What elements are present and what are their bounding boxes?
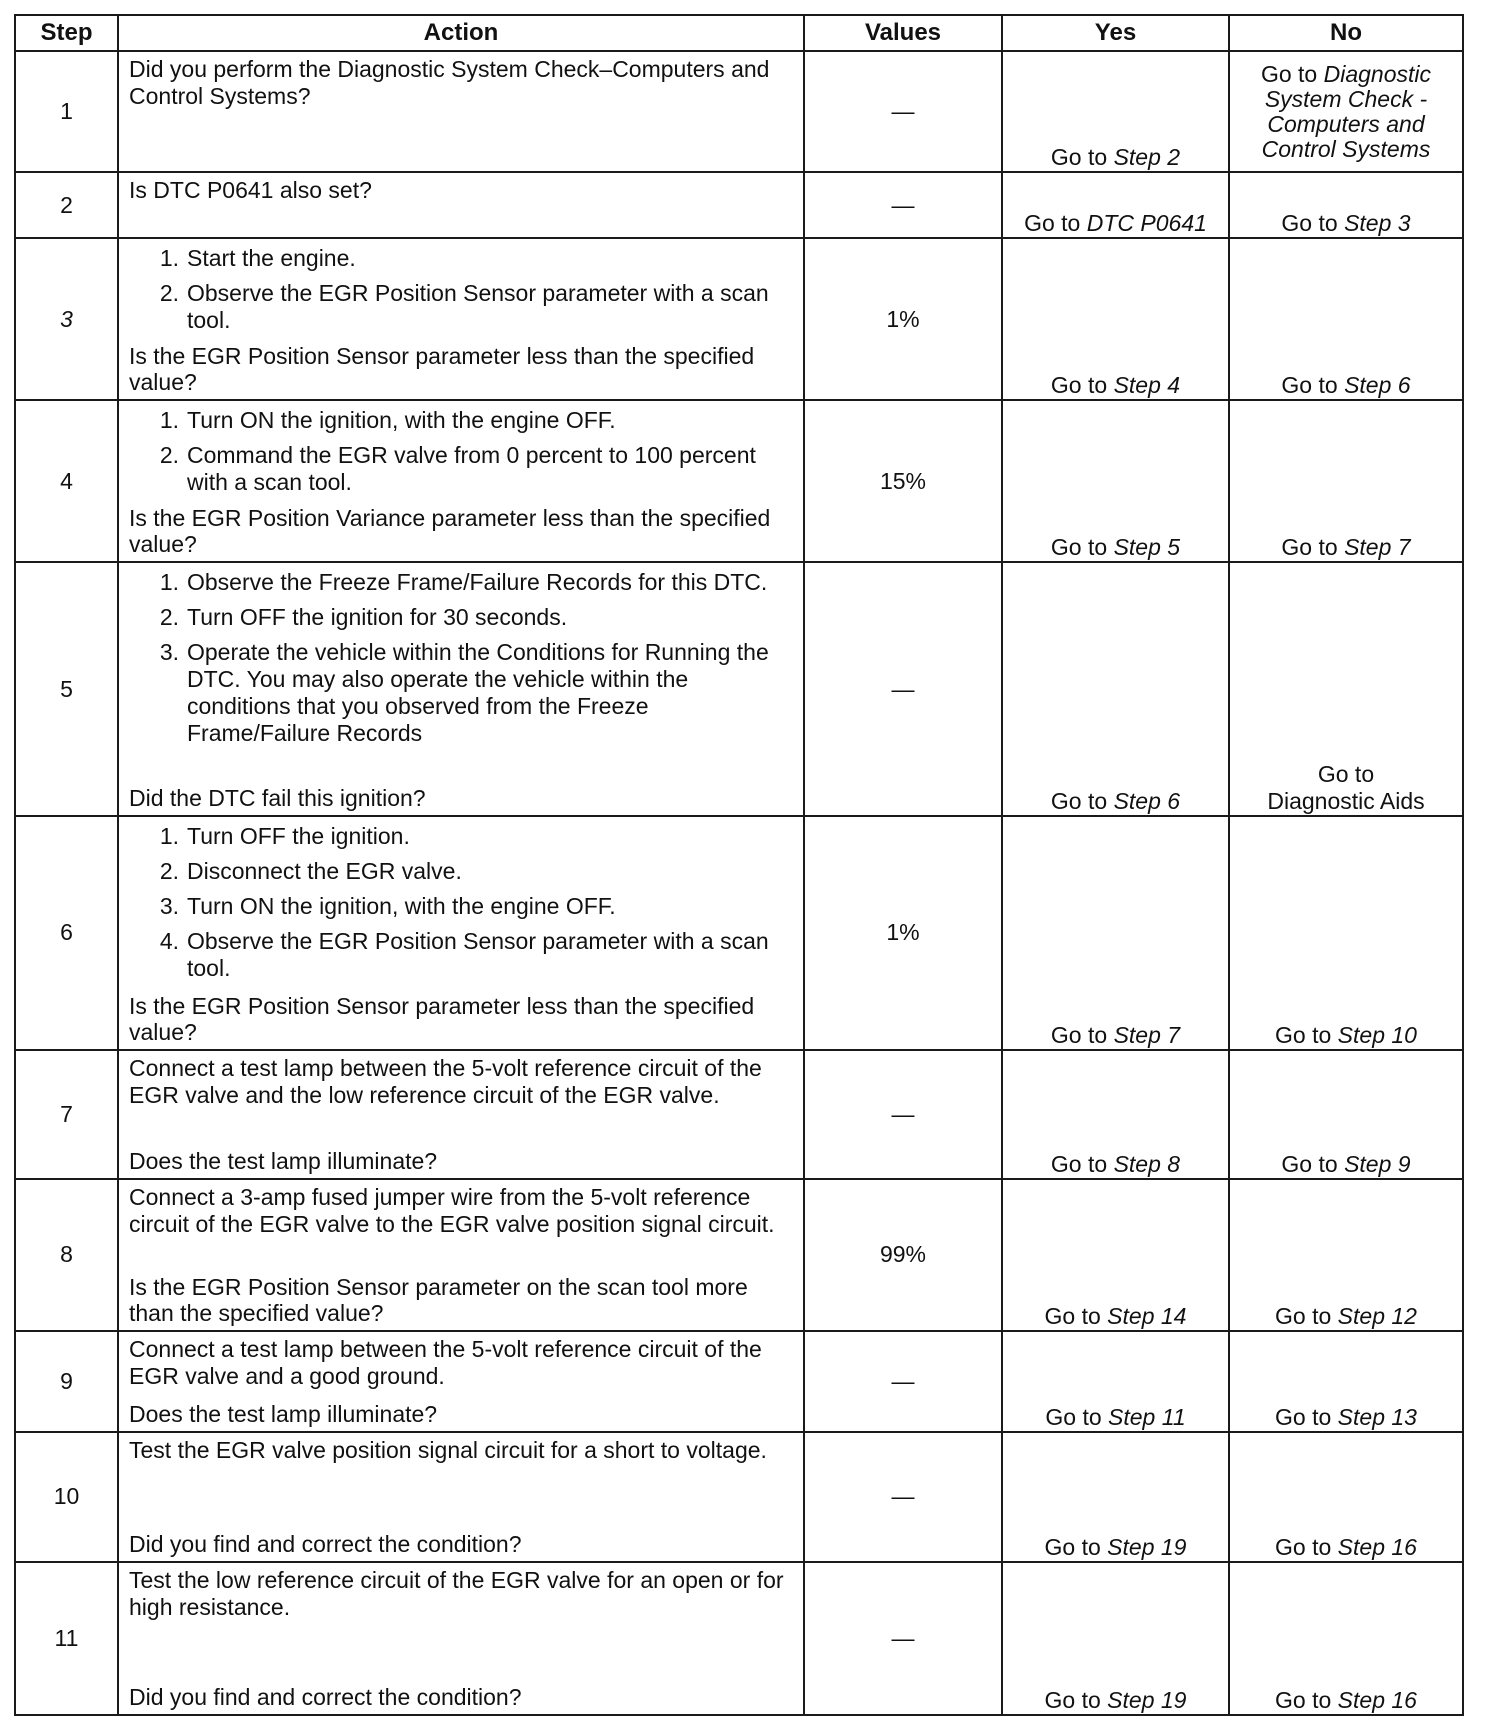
no-cell: [1229, 1562, 1463, 1715]
no-prefix: Go to: [1275, 1302, 1338, 1329]
table-row: [15, 172, 1463, 238]
no-cell: [1229, 816, 1463, 1049]
yes-reference: DTC P0641: [1086, 210, 1207, 237]
yes-prefix: Go to: [1044, 1302, 1108, 1329]
no-prefix: Go to: [1281, 210, 1345, 237]
no-prefix: Go to: [1281, 1150, 1345, 1177]
value-cell: —: [804, 1562, 1002, 1715]
yes-reference: Step 19: [1107, 1533, 1187, 1560]
action-step: [129, 280, 795, 334]
no-cell: [1229, 1432, 1463, 1562]
action-step: [129, 928, 795, 982]
yes-cell: [1002, 172, 1229, 238]
value-cell: —: [804, 1050, 1002, 1179]
action-text: Connect a 3-amp fused jumper wire from the 5-volt reference circuit of the EGR valve to the EGR valve position signal circuit.: [129, 1183, 775, 1237]
step-number-cell: 2: [15, 172, 118, 238]
action-cell: [118, 562, 804, 816]
value-cell: —: [804, 1432, 1002, 1562]
action-step: [129, 245, 795, 272]
yes-prefix: Go to: [1050, 788, 1114, 815]
yes-prefix: Go to: [1050, 144, 1114, 171]
action-question: Did you find and correct the condition?: [129, 1530, 522, 1557]
step-text: Operate the vehicle within the Conditions for Running the DTC. You may also operate the vehicle within the conditions that you observed from the Freeze Frame/Failure Records: [187, 639, 769, 747]
action-question: Is the EGR Position Variance parameter less than the specified value?: [129, 505, 771, 558]
no-reference: Step 3: [1344, 210, 1411, 237]
action-step: [129, 569, 795, 596]
header-row: [15, 15, 1463, 51]
table-row: [15, 562, 1463, 816]
yes-cell: [1002, 816, 1229, 1049]
value-cell: 1%: [804, 238, 1002, 400]
step-text: Turn ON the ignition, with the engine OFF.: [187, 407, 616, 434]
yes-prefix: Go to: [1044, 1533, 1108, 1560]
action-steps: [129, 405, 795, 504]
table-row: [15, 400, 1463, 562]
yes-reference: Step 6: [1113, 788, 1181, 815]
step-text: Start the engine.: [187, 245, 356, 272]
action-question: Did you find and correct the condition?: [129, 1684, 522, 1710]
action-steps: [129, 243, 795, 342]
step-text: Observe the EGR Position Sensor parameter with a scan tool.: [187, 280, 769, 334]
step-text: Observe the EGR Position Sensor parameter with a scan tool.: [187, 928, 769, 982]
step-number-cell: 6: [15, 816, 118, 1049]
header-step: Step: [15, 15, 118, 51]
action-step: [129, 604, 795, 631]
step-number: 1.: [159, 823, 179, 850]
action-cell: [118, 1432, 804, 1562]
step-number-cell: 5: [15, 562, 118, 816]
no-reference: Go to Diagnostic Aids: [1267, 761, 1425, 815]
yes-cell: [1002, 1179, 1229, 1331]
step-number-cell: 11: [15, 1562, 118, 1715]
yes-prefix: Go to: [1050, 1021, 1114, 1048]
no-cell: [1229, 400, 1463, 562]
action-cell: [118, 1050, 804, 1179]
no-prefix: Go to: [1260, 60, 1324, 87]
yes-reference: Step 11: [1108, 1403, 1186, 1430]
yes-cell: [1002, 51, 1229, 172]
action-step: [129, 407, 795, 434]
step-text: Turn ON the ignition, with the engine OFF.: [187, 893, 616, 920]
header-values: Values: [804, 15, 1002, 51]
step-number-cell: 9: [15, 1331, 118, 1432]
header-no: No: [1229, 15, 1463, 51]
action-cell: [118, 816, 804, 1049]
no-reference: Step 9: [1344, 1150, 1411, 1177]
step-text: Observe the Freeze Frame/Failure Records for this DTC.: [187, 569, 768, 596]
yes-prefix: Go to: [1044, 1687, 1108, 1713]
action-cell: [118, 400, 804, 562]
action-step: [129, 823, 795, 850]
no-cell: [1229, 172, 1463, 238]
action-steps: [129, 821, 795, 990]
no-cell: [1229, 562, 1463, 816]
no-cell: [1229, 1050, 1463, 1179]
no-reference: Step 12: [1337, 1302, 1417, 1329]
no-prefix: Go to: [1275, 1403, 1338, 1430]
step-number-cell: 8: [15, 1179, 118, 1331]
step-number-cell: 7: [15, 1050, 118, 1179]
value-cell: 15%: [804, 400, 1002, 562]
yes-prefix: Go to: [1050, 534, 1114, 561]
no-prefix: Go to: [1275, 1533, 1338, 1560]
value-cell: —: [804, 172, 1002, 238]
action-text: Did you perform the Diagnostic System Check–Computers and Control Systems?: [129, 56, 770, 109]
step-text: Command the EGR valve from 0 percent to 100 percent with a scan tool.: [187, 442, 756, 496]
value-cell: 1%: [804, 816, 1002, 1049]
no-reference: Step 7: [1344, 534, 1411, 561]
action-cell: [118, 1179, 804, 1331]
action-question: Does the test lamp illuminate?: [129, 1147, 438, 1174]
no-prefix: Go to: [1281, 372, 1345, 399]
yes-cell: [1002, 1050, 1229, 1179]
table-row: [15, 1432, 1463, 1562]
action-steps: [129, 567, 795, 755]
no-cell: [1229, 51, 1463, 172]
yes-cell: [1002, 238, 1229, 400]
table-row: [15, 1050, 1463, 1179]
action-step: [129, 639, 795, 747]
action-question: Does the test lamp illuminate?: [129, 1400, 438, 1427]
no-cell: [1229, 238, 1463, 400]
yes-cell: [1002, 562, 1229, 816]
yes-prefix: Go to: [1024, 210, 1087, 237]
action-text: Test the EGR valve position signal circuit for a short to voltage.: [129, 1436, 767, 1463]
action-cell: [118, 172, 804, 238]
step-text: Turn OFF the ignition.: [187, 823, 410, 850]
yes-reference: Step 8: [1113, 1150, 1181, 1177]
step-number: 2.: [159, 858, 179, 885]
step-text: Disconnect the EGR valve.: [187, 858, 462, 885]
no-reference: Step 6: [1344, 372, 1411, 399]
action-step: [129, 858, 795, 885]
step-number: 3.: [159, 639, 179, 666]
no-reference: Step 10: [1337, 1021, 1417, 1048]
action-question: Is the EGR Position Sensor parameter on the scan tool more than the specified value?: [129, 1273, 748, 1326]
yes-prefix: Go to: [1045, 1403, 1109, 1430]
action-question: Is the EGR Position Sensor parameter less than the specified value?: [129, 992, 755, 1045]
action-step: [129, 893, 795, 920]
table-row: [15, 1179, 1463, 1331]
action-step: [129, 442, 795, 496]
table-row: [15, 816, 1463, 1049]
yes-cell: [1002, 1432, 1229, 1562]
action-cell: [118, 1331, 804, 1432]
header-yes: Yes: [1002, 15, 1229, 51]
action-text: Is DTC P0641 also set?: [129, 177, 372, 204]
step-number: 1.: [159, 245, 179, 272]
step-number-cell: 4: [15, 400, 118, 562]
no-cell: [1229, 1331, 1463, 1432]
header-action: Action: [118, 15, 804, 51]
step-number: 1.: [159, 569, 179, 596]
step-text: Turn OFF the ignition for 30 seconds.: [187, 604, 568, 631]
step-number-cell: 3: [15, 238, 118, 400]
yes-cell: [1002, 1562, 1229, 1715]
yes-reference: Step 19: [1107, 1687, 1187, 1713]
action-cell: [118, 1562, 804, 1715]
yes-reference: Step 7: [1113, 1021, 1181, 1048]
yes-reference: Step 14: [1107, 1302, 1187, 1329]
yes-cell: [1002, 1331, 1229, 1432]
table-row: [15, 1562, 1463, 1715]
action-text: Connect a test lamp between the 5-volt reference circuit of the EGR valve and a good ground.: [129, 1335, 762, 1389]
no-prefix: Go to: [1281, 534, 1345, 561]
step-number: 1.: [159, 407, 179, 434]
no-cell: [1229, 1179, 1463, 1331]
yes-cell: [1002, 400, 1229, 562]
action-question: Did the DTC fail this ignition?: [129, 785, 426, 812]
table-row: [15, 238, 1463, 400]
value-cell: 99%: [804, 1179, 1002, 1331]
step-number: 4.: [159, 928, 179, 955]
action-cell: [118, 238, 804, 400]
step-number: 2.: [159, 280, 179, 307]
no-prefix: Go to: [1275, 1021, 1338, 1048]
step-number: 2.: [159, 442, 179, 469]
no-prefix: Go to: [1275, 1687, 1338, 1713]
step-number-cell: 10: [15, 1432, 118, 1562]
value-cell: —: [804, 51, 1002, 172]
table-row: [15, 51, 1463, 172]
yes-reference: Step 4: [1113, 372, 1181, 399]
step-number: 2.: [159, 604, 179, 631]
no-reference: Step 13: [1337, 1403, 1417, 1430]
yes-prefix: Go to: [1050, 1150, 1114, 1177]
step-number: 3.: [159, 893, 179, 920]
no-reference: Step 16: [1337, 1533, 1417, 1560]
action-text: Connect a test lamp between the 5-volt reference circuit of the EGR valve and the low reference circuit of the EGR valve.: [129, 1054, 762, 1108]
value-cell: —: [804, 1331, 1002, 1432]
action-text: Test the low reference circuit of the EGR valve for an open or for high resistance.: [129, 1566, 784, 1620]
diagnostic-table: [14, 14, 1464, 1716]
action-question: Is the EGR Position Sensor parameter less than the specified value?: [129, 343, 755, 396]
no-reference: Diagnostic System Check - Computers and Control Systems: [1261, 60, 1432, 162]
yes-prefix: Go to: [1050, 372, 1114, 399]
yes-reference: Step 5: [1113, 534, 1181, 561]
value-cell: —: [804, 562, 1002, 816]
no-reference: Step 16: [1337, 1687, 1417, 1713]
yes-reference: Step 2: [1113, 144, 1181, 171]
step-number-cell: 1: [15, 51, 118, 172]
action-cell: [118, 51, 804, 172]
table-row: [15, 1331, 1463, 1432]
